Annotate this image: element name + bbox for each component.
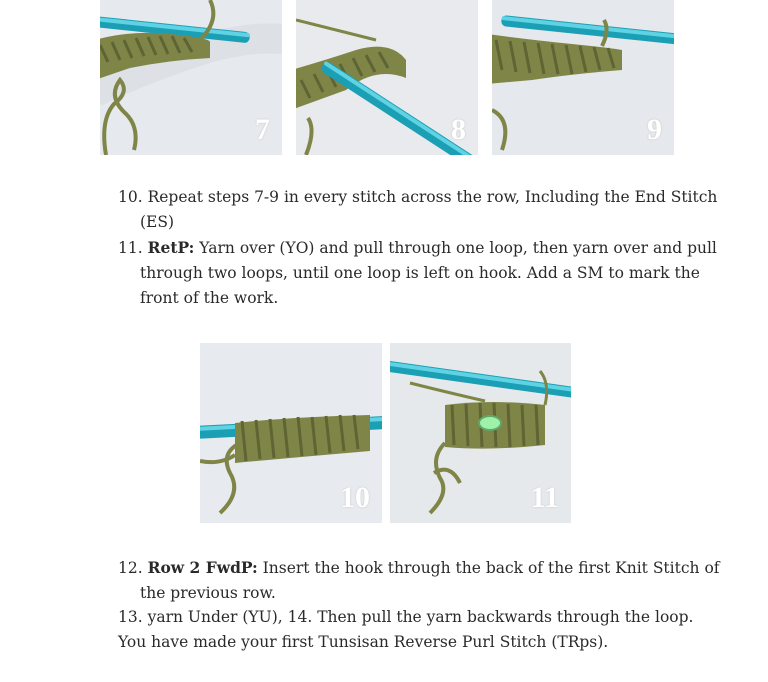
step-9-photo: [492, 0, 674, 155]
step-11-line-3: front of the work.: [140, 289, 279, 307]
step-13-line-2: You have made your first Tunsisan Reverse Purl Stitch (TRps).: [118, 633, 609, 651]
step-10-photo: [200, 343, 382, 523]
step-11-bold-label: RetP:: [147, 238, 195, 257]
step-12-line-1-rest: Insert the hook through the back of the first Knit Stitch of: [257, 559, 720, 577]
step-10-line-1: 10. Repeat steps 7-9 in every stitch across the row, Including the End Stitch: [118, 188, 718, 206]
step-11-line-1: [118, 235, 717, 261]
step-12-bold-label: Row 2 FwdP:: [147, 558, 258, 577]
step-13-line-1: 13. yarn Under (YU), 14. Then pull the yarn backwards through the loop.: [118, 608, 694, 626]
step-11-photo: [390, 343, 571, 523]
step-7-photo: [100, 0, 282, 155]
step-number: 9: [647, 113, 662, 146]
step-11-prefix: 11.: [118, 239, 148, 257]
step-12-line-2: the previous row.: [140, 584, 276, 602]
step-11-line-2: through two loops, until one loop is left on hook. Add a SM to mark the: [140, 264, 700, 282]
step-number: 7: [255, 113, 270, 146]
step-12-line-1: [118, 555, 720, 581]
step-number: 11: [530, 481, 559, 514]
step-12-text: [118, 555, 720, 606]
step-11-line-1-rest: Yarn over (YO) and pull through one loop, then yarn over and pull: [194, 239, 717, 257]
step-11-text: [118, 235, 717, 311]
step-8-photo: [296, 0, 478, 155]
step-10-line-2: (ES): [140, 213, 175, 231]
step-13-text: [118, 605, 694, 655]
step-number: 8: [451, 113, 466, 146]
step-12-prefix: 12.: [118, 559, 148, 577]
step-number: 10: [340, 481, 370, 514]
step-10-text: [118, 185, 718, 235]
